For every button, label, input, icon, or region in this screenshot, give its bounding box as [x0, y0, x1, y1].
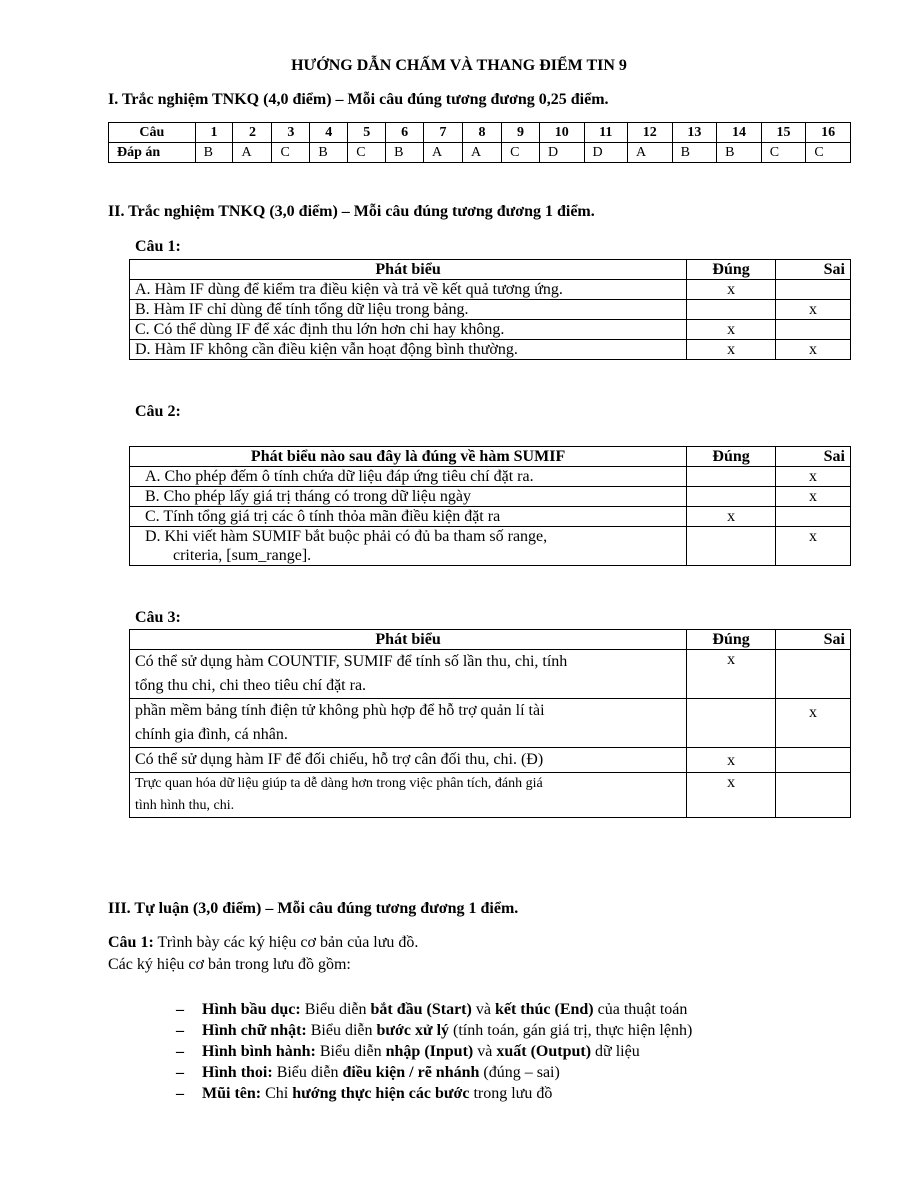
question-number: 10	[539, 123, 584, 143]
question-number: 11	[584, 123, 627, 143]
list-item	[176, 1043, 692, 1064]
column-header: Sai	[776, 630, 851, 650]
q1-text: Trình bày các ký hiệu cơ bản của lưu đồ.	[153, 934, 419, 951]
statement-cell: A. Hàm IF dùng để kiểm tra điều kiện và trả về kết quả tương ứng.	[130, 280, 687, 300]
intro-text: Các ký hiệu cơ bản trong lưu đồ gồm:	[108, 956, 351, 973]
true-mark: x	[687, 340, 776, 360]
statement-line: tình hình thu, chi.	[135, 798, 235, 813]
list-item	[176, 1001, 692, 1022]
text: Biểu diễn	[300, 1001, 371, 1018]
text: dữ liệu	[591, 1043, 640, 1060]
table-row	[130, 699, 851, 748]
table-row	[130, 773, 851, 818]
answer-cell: D	[584, 143, 627, 163]
term: Hình chữ nhật:	[202, 1022, 307, 1039]
flowchart-symbol-list	[176, 1001, 692, 1106]
answer-cell: A	[233, 143, 272, 163]
row-label-question: Câu	[109, 123, 196, 143]
true-mark: x	[687, 280, 776, 300]
false-mark: x	[776, 699, 851, 748]
false-mark: x	[776, 340, 851, 360]
true-mark	[687, 487, 776, 507]
question-number: 9	[502, 123, 540, 143]
answer-cell: C	[272, 143, 310, 163]
statement-line: criteria, [sum_range].	[173, 547, 312, 564]
true-mark: x	[687, 748, 776, 773]
table-row	[130, 487, 851, 507]
table-row	[130, 650, 851, 699]
false-mark	[776, 650, 851, 699]
statement-cell: B. Cho phép lấy giá trị tháng có trong dữ liệu ngày	[130, 487, 687, 507]
text-bold: kết thúc (End)	[494, 1001, 594, 1018]
answer-cell: D	[539, 143, 584, 163]
q1-label: Câu 1:	[108, 934, 154, 951]
answer-key-table	[108, 122, 851, 163]
answer-cell: B	[195, 143, 233, 163]
table-row	[130, 280, 851, 300]
question-number: 6	[386, 123, 424, 143]
answer-cell: A	[628, 143, 673, 163]
list-item	[176, 1022, 692, 1043]
q3-label: Câu 3:	[135, 609, 181, 626]
page-title: HƯỚNG DẪN CHẤM VÀ THANG ĐIỂM TIN 9	[291, 57, 627, 74]
statement-cell: A. Cho phép đếm ô tính chứa dữ liệu đáp ứng tiêu chí đặt ra.	[130, 467, 687, 487]
answer-cell: C	[348, 143, 386, 163]
term: Hình thoi:	[202, 1064, 273, 1081]
false-mark: x	[776, 467, 851, 487]
statement-line: phần mềm bảng tính điện tử không phù hợp để hỗ trợ quản lí tài	[135, 702, 545, 719]
column-header: Sai	[776, 447, 851, 467]
statement-cell	[130, 650, 687, 699]
false-mark: x	[776, 300, 851, 320]
answer-cell: B	[310, 143, 348, 163]
dash-bullet: –	[176, 1043, 184, 1060]
dash-bullet: –	[176, 1085, 184, 1102]
statement-line: Có thể sử dụng hàm COUNTIF, SUMIF để tính số lần thu, chi, tính	[135, 653, 568, 670]
statement-cell	[130, 527, 687, 566]
false-mark	[776, 507, 851, 527]
q2-table	[129, 446, 851, 566]
essay-question-1	[108, 934, 418, 952]
text: của thuật toán	[593, 1001, 688, 1018]
question-number: 13	[672, 123, 717, 143]
list-item	[176, 1085, 692, 1106]
column-header: Đúng	[687, 630, 776, 650]
false-mark	[776, 280, 851, 300]
text: Biểu diễn	[306, 1022, 377, 1039]
table-header-row	[130, 260, 851, 280]
statement-line: Trực quan hóa dữ liệu giúp ta dễ dàng hơn trong việc phân tích, đánh giá	[135, 776, 543, 791]
question-number: 1	[195, 123, 233, 143]
question-number: 12	[628, 123, 673, 143]
text-bold: hướng thực hiện các bước	[292, 1085, 470, 1102]
column-header: Sai	[776, 260, 851, 280]
dash-bullet: –	[176, 1064, 184, 1081]
text-bold: bước xử lý	[376, 1022, 450, 1039]
text: và	[471, 1001, 495, 1018]
term: Mũi tên:	[202, 1085, 262, 1102]
true-mark: x	[687, 507, 776, 527]
q1-label: Câu 1:	[135, 238, 181, 255]
answer-cell: A	[424, 143, 463, 163]
text-bold: điều kiện / rẽ nhánh	[342, 1064, 480, 1081]
true-mark: x	[687, 320, 776, 340]
table-row	[130, 507, 851, 527]
statement-cell: B. Hàm IF chỉ dùng để tính tổng dữ liệu trong bảng.	[130, 300, 687, 320]
question-number: 15	[761, 123, 806, 143]
row-label-answer: Đáp án	[109, 143, 196, 163]
table-row	[130, 467, 851, 487]
question-number: 16	[806, 123, 851, 143]
column-header: Phát biểu	[130, 630, 687, 650]
false-mark	[776, 748, 851, 773]
statement-cell: C. Tính tổng giá trị các ô tính thỏa mãn điều kiện đặt ra	[130, 507, 687, 527]
statement-line: chính gia đình, cá nhân.	[135, 726, 288, 743]
table-row	[130, 527, 851, 566]
table-row	[130, 748, 851, 773]
statement-cell: D. Hàm IF không cần điều kiện vẫn hoạt động bình thường.	[130, 340, 687, 360]
false-mark: x	[776, 527, 851, 566]
answer-cell: C	[502, 143, 540, 163]
statement-line: D. Khi viết hàm SUMIF bắt buộc phải có đủ ba tham số range,	[145, 528, 548, 545]
column-header: Đúng	[687, 447, 776, 467]
false-mark: x	[776, 487, 851, 507]
text: Biểu diễn	[315, 1043, 386, 1060]
q3-table	[129, 629, 851, 818]
column-header: Phát biểu nào sau đây là đúng về hàm SUMIF	[130, 447, 687, 467]
section3-heading: III. Tự luận (3,0 điểm) – Mỗi câu đúng tương đương 1 điểm.	[108, 900, 519, 917]
statement-cell: C. Có thể dùng IF để xác định thu lớn hơn chi hay không.	[130, 320, 687, 340]
text: và	[473, 1043, 497, 1060]
statement-cell	[130, 773, 687, 818]
question-number: 5	[348, 123, 386, 143]
table-row	[130, 300, 851, 320]
text-bold: bắt đầu (Start)	[370, 1001, 472, 1018]
table-row	[130, 320, 851, 340]
true-mark	[687, 300, 776, 320]
text: Biểu diễn	[272, 1064, 343, 1081]
table-row	[130, 340, 851, 360]
dash-bullet: –	[176, 1001, 184, 1018]
answer-cell: B	[717, 143, 762, 163]
section2-heading: II. Trắc nghiệm TNKQ (3,0 điểm) – Mỗi câu đúng tương đương 1 điểm.	[108, 203, 595, 220]
list-item	[176, 1064, 692, 1085]
question-number-row	[109, 123, 851, 143]
true-mark: x	[687, 773, 776, 818]
term: Hình bình hành:	[202, 1043, 316, 1060]
text: Chỉ	[261, 1085, 293, 1102]
text: (tính toán, gán giá trị, thực hiện lệnh)	[449, 1022, 693, 1039]
false-mark	[776, 773, 851, 818]
question-number: 3	[272, 123, 310, 143]
statement-line: tổng thu chi, chi theo tiêu chí đặt ra.	[135, 677, 367, 694]
false-mark	[776, 320, 851, 340]
q1-table	[129, 259, 851, 360]
text: (đúng – sai)	[479, 1064, 560, 1081]
answer-cell: B	[672, 143, 717, 163]
text-bold: nhập (Input)	[385, 1043, 474, 1060]
question-number: 7	[424, 123, 463, 143]
question-number: 8	[463, 123, 502, 143]
column-header: Phát biểu	[130, 260, 687, 280]
answer-cell: A	[463, 143, 502, 163]
question-number: 2	[233, 123, 272, 143]
column-header: Đúng	[687, 260, 776, 280]
question-number: 14	[717, 123, 762, 143]
answer-cell: C	[761, 143, 806, 163]
true-mark: x	[687, 650, 776, 699]
table-header-row	[130, 447, 851, 467]
text-bold: xuất (Output)	[496, 1043, 592, 1060]
answer-row	[109, 143, 851, 163]
true-mark	[687, 467, 776, 487]
section1-heading: I. Trắc nghiệm TNKQ (4,0 điểm) – Mỗi câu đúng tương đương 0,25 điểm.	[108, 91, 609, 108]
text: trong lưu đồ	[469, 1085, 553, 1102]
term: Hình bầu dục:	[202, 1001, 301, 1018]
q2-label: Câu 2:	[135, 403, 181, 420]
statement-cell	[130, 699, 687, 748]
question-number: 4	[310, 123, 348, 143]
answer-cell: C	[806, 143, 851, 163]
statement-cell: Có thể sử dụng hàm IF để đối chiếu, hỗ trợ cân đối thu, chi. (Đ)	[130, 748, 687, 773]
dash-bullet: –	[176, 1022, 184, 1039]
true-mark	[687, 699, 776, 748]
true-mark	[687, 527, 776, 566]
table-header-row	[130, 630, 851, 650]
answer-cell: B	[386, 143, 424, 163]
